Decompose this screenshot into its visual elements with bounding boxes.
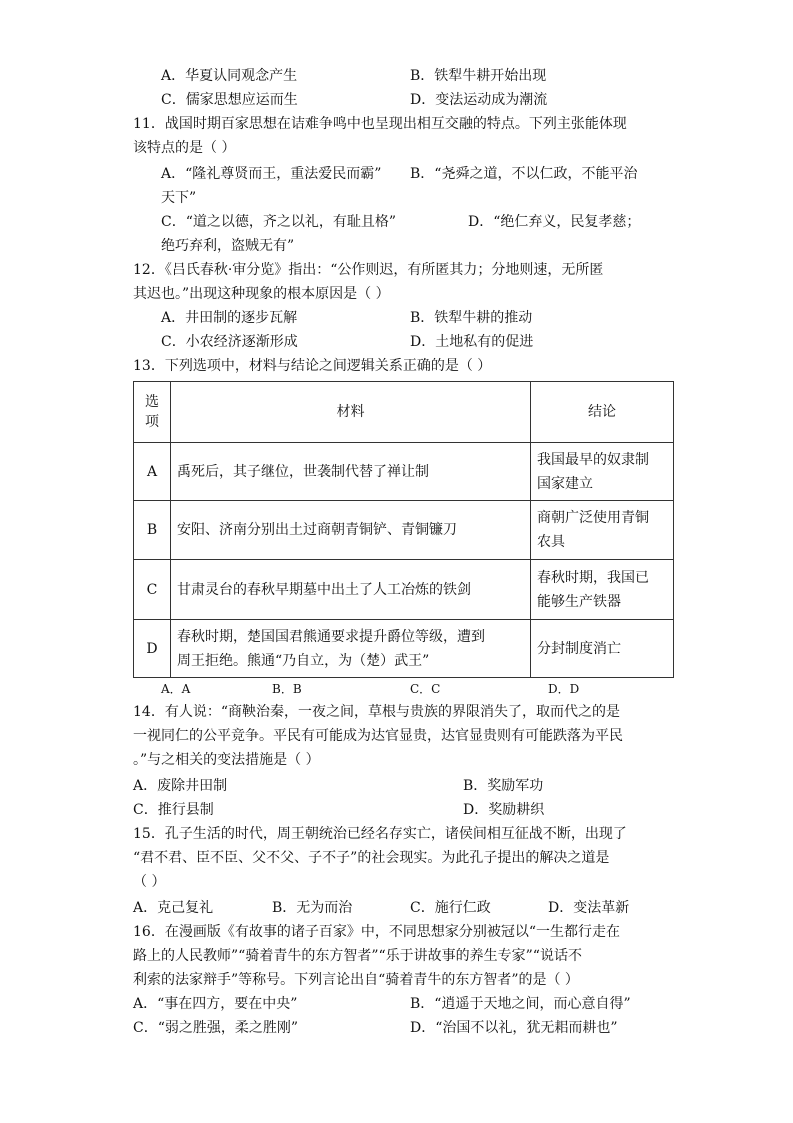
q13-answer-d: D．D	[548, 682, 580, 696]
q13-header-option	[134, 382, 171, 443]
q13-row-option: B	[134, 501, 171, 560]
q13-table-header	[134, 382, 674, 443]
q16-option-b: B．“逍遥于天地之间，而心意自得”	[410, 996, 631, 1012]
q13-row-material	[171, 501, 531, 560]
table-row	[134, 560, 674, 620]
q13-row-material-line1: 春秋时期，楚国国君熊通要求提升爵位等级，遭到	[177, 628, 485, 645]
q16-stem-line1: 16．在漫画版《有故事的诸子百家》中，不同思想家分别被冠以“一生都行走在	[133, 924, 620, 940]
q11-stem-line2: 该特点的是（ ）	[133, 140, 236, 156]
q13-row-conclusion-line1: 分封制度消亡	[537, 640, 621, 657]
q13-row-material	[171, 443, 531, 501]
q13-row-option: D	[134, 620, 171, 678]
q15-stem-line3: （ ）	[133, 874, 166, 890]
q12-stem-line2: 其迟也。”出现这种现象的根本原因是（ ）	[133, 286, 390, 302]
q13-answer-b: B．B	[272, 682, 302, 696]
q16-option-a: A．“事在四方，要在中央”	[133, 996, 298, 1012]
q13-row-material	[171, 620, 531, 678]
q13-row-conclusion-line1: 春秋时期，我国已	[537, 569, 649, 586]
table-row	[134, 620, 674, 678]
q12-option-d: D．土地私有的促进	[410, 334, 534, 350]
q13-row-conclusion-line1: 我国最早的奴隶制	[537, 451, 649, 468]
q13-row-material-line1: 禹死后，其子继位，世袭制代替了禅让制	[177, 463, 429, 480]
q13-table	[133, 381, 674, 678]
q14-stem-line1: 14．有人说：“商鞅治秦，一夜之间，草根与贵族的界限消失了，取而代之的是	[133, 704, 620, 720]
q15-option-a: A．克己复礼	[133, 900, 214, 916]
q13-row-conclusion	[531, 501, 674, 560]
q12-option-a: A．井田制的逐步瓦解	[161, 310, 298, 326]
q13-header-material: 材料	[171, 382, 531, 443]
q11-option-d-line1: D．“绝仁弃义，民复孝慈；	[468, 214, 641, 230]
q13-row-material-line2: 周王拒绝。熊通“乃自立，为（楚）武王”	[177, 652, 430, 669]
q14-stem-line2: 一视同仁的公平竞争。平民有可能成为达官显贵，达官显贵则有可能跌落为平民	[133, 728, 623, 744]
q10-option-c: C．儒家思想应运而生	[161, 92, 298, 108]
q13-row-option: C	[134, 560, 171, 620]
q13-row-conclusion-line2: 能够生产铁器	[537, 593, 621, 610]
q16-option-d: D．“治国不以礼，犹无耜而耕也”	[410, 1020, 618, 1036]
q10-option-a: A．华夏认同观念产生	[161, 68, 298, 84]
q12-option-b: B．铁犁牛耕的推动	[410, 310, 533, 326]
q15-stem-line1: 15．孔子生活的时代，周王朝统治已经名存实亡，诸侯间相互征战不断，出现了	[133, 826, 627, 842]
q13-row-conclusion	[531, 443, 674, 501]
q15-option-d: D．变法革新	[548, 900, 630, 916]
q13-row-option: A	[134, 443, 171, 501]
q14-option-b: B．奖励军功	[463, 778, 544, 794]
q15-stem-line2: “君不君、臣不臣、父不父、子不子”的社会现实。为此孔子提出的解决之道是	[133, 850, 610, 866]
q13-row-conclusion-line2: 国家建立	[537, 475, 593, 492]
q13-row-conclusion	[531, 560, 674, 620]
table-row	[134, 443, 674, 501]
q13-row-material-line1: 甘肃灵台的春秋早期墓中出土了人工冶炼的铁剑	[177, 581, 471, 598]
q16-stem-line3: 利索的法家辩手”等称号。下列言论出自“骑着青牛的东方智者”的是（ ）	[133, 972, 579, 988]
table-row	[134, 501, 674, 560]
q12-stem-line1: 12．《吕氏春秋·审分览》指出：“公作则迟，有所匿其力；分地则速，无所匿	[133, 262, 604, 278]
q15-option-c: C．施行仁政	[410, 900, 491, 916]
q14-option-a: A．废除井田制	[133, 778, 228, 794]
q16-stem-line2: 路上的人民教师”“骑着青牛的东方智者”“乐于讲故事的养生专家”“说话不	[133, 948, 582, 964]
q13-header-option-line2: 项	[145, 414, 159, 430]
q11-option-b-line2: 天下”	[161, 190, 197, 206]
q12-option-c: C．小农经济逐渐形成	[161, 334, 298, 350]
q16-option-c: C．“弱之胜强，柔之胜刚”	[133, 1020, 299, 1036]
q14-option-c: C．推行县制	[133, 802, 214, 818]
q14-stem-line3: 。”与之相关的变法措施是（ ）	[133, 752, 320, 768]
q11-option-b-line1: B．“尧舜之道，不以仁政，不能平治	[410, 166, 638, 182]
q11-option-d-line2: 绝巧弃利，盗贼无有”	[161, 238, 295, 254]
q13-answer-c: C．C	[410, 682, 441, 696]
q10-option-d: D．变法运动成为潮流	[410, 92, 548, 108]
q15-option-b: B．无为而治	[272, 900, 353, 916]
q11-option-c: C．“道之以德，齐之以礼，有耻且格”	[161, 214, 397, 230]
q13-answer-a: A．A	[161, 682, 191, 696]
q13-header-option-line1: 选	[145, 394, 159, 410]
q13-row-conclusion	[531, 620, 674, 678]
q13-stem: 13．下列选项中，材料与结论之间逻辑关系正确的是（ ）	[133, 358, 492, 374]
q13-row-material-line1: 安阳、济南分别出土过商朝青铜铲、青铜镰刀	[177, 522, 457, 538]
q13-row-material	[171, 560, 531, 620]
q13-header-conclusion: 结论	[531, 382, 674, 443]
q11-stem-line1: 11．战国时期百家思想在诘难争鸣中也呈现出相互交融的特点。下列主张能体现	[133, 116, 627, 132]
q14-option-d: D．奖励耕织	[463, 802, 545, 818]
q10-option-b: B．铁犁牛耕开始出现	[410, 68, 547, 84]
q13-row-conclusion-line2: 农具	[537, 534, 565, 550]
q13-row-conclusion-line1: 商朝广泛使用青铜	[537, 510, 649, 526]
q11-option-a: A．“隆礼尊贤而王，重法爱民而霸”	[161, 166, 382, 182]
